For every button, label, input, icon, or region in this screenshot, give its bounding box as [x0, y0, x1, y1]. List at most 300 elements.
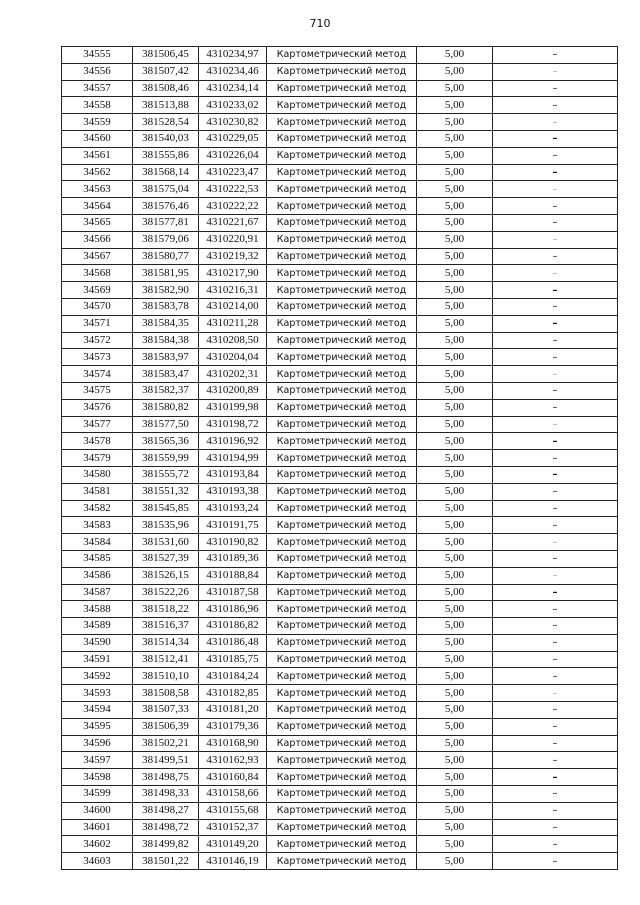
note-cell: – — [493, 718, 618, 735]
note-cell: – — [493, 567, 618, 584]
table-row — [62, 685, 618, 702]
point-number-cell: 34579 — [62, 450, 133, 467]
note-cell: – — [493, 349, 618, 366]
table-row — [62, 819, 618, 836]
method-cell: Картометрический метод — [267, 399, 417, 416]
x-coordinate-cell: 381498,72 — [133, 819, 199, 836]
table-row — [62, 366, 618, 383]
x-coordinate-cell: 381498,27 — [133, 802, 199, 819]
error-cell: 5,00 — [417, 265, 493, 282]
point-number-cell: 34583 — [62, 517, 133, 534]
method-cell: Картометрический метод — [267, 601, 417, 618]
table-row — [62, 315, 618, 332]
method-cell: Картометрический метод — [267, 47, 417, 64]
method-cell: Картометрический метод — [267, 567, 417, 584]
x-coordinate-cell: 381508,58 — [133, 685, 199, 702]
table-row — [62, 702, 618, 719]
method-cell: Картометрический метод — [267, 416, 417, 433]
error-cell: 5,00 — [417, 47, 493, 64]
x-coordinate-cell: 381498,33 — [133, 786, 199, 803]
method-cell: Картометрический метод — [267, 382, 417, 399]
table-row — [62, 114, 618, 131]
table-row — [62, 802, 618, 819]
y-coordinate-cell: 4310234,14 — [199, 80, 267, 97]
x-coordinate-cell: 381545,85 — [133, 500, 199, 517]
table-row — [62, 634, 618, 651]
method-cell: Картометрический метод — [267, 433, 417, 450]
error-cell: 5,00 — [417, 718, 493, 735]
method-cell: Картометрический метод — [267, 231, 417, 248]
error-cell: 5,00 — [417, 164, 493, 181]
table-row — [62, 231, 618, 248]
point-number-cell: 34578 — [62, 433, 133, 450]
table-row — [62, 298, 618, 315]
error-cell: 5,00 — [417, 214, 493, 231]
note-cell: – — [493, 668, 618, 685]
x-coordinate-cell: 381507,42 — [133, 63, 199, 80]
y-coordinate-cell: 4310185,75 — [199, 651, 267, 668]
error-cell: 5,00 — [417, 634, 493, 651]
note-cell: – — [493, 298, 618, 315]
y-coordinate-cell: 4310168,90 — [199, 735, 267, 752]
note-cell: – — [493, 97, 618, 114]
point-number-cell: 34558 — [62, 97, 133, 114]
note-cell: – — [493, 366, 618, 383]
table-row — [62, 181, 618, 198]
x-coordinate-cell: 381506,39 — [133, 718, 199, 735]
point-number-cell: 34576 — [62, 399, 133, 416]
error-cell: 5,00 — [417, 63, 493, 80]
method-cell: Картометрический метод — [267, 550, 417, 567]
note-cell: – — [493, 231, 618, 248]
error-cell: 5,00 — [417, 315, 493, 332]
y-coordinate-cell: 4310199,98 — [199, 399, 267, 416]
note-cell: – — [493, 685, 618, 702]
method-cell: Картометрический метод — [267, 130, 417, 147]
note-cell: – — [493, 130, 618, 147]
table-row — [62, 248, 618, 265]
y-coordinate-cell: 4310223,47 — [199, 164, 267, 181]
point-number-cell: 34566 — [62, 231, 133, 248]
table-row — [62, 853, 618, 870]
error-cell: 5,00 — [417, 248, 493, 265]
x-coordinate-cell: 381555,86 — [133, 147, 199, 164]
note-cell: – — [493, 517, 618, 534]
y-coordinate-cell: 4310221,67 — [199, 214, 267, 231]
point-number-cell: 34600 — [62, 802, 133, 819]
x-coordinate-cell: 381535,96 — [133, 517, 199, 534]
x-coordinate-cell: 381577,81 — [133, 214, 199, 231]
error-cell: 5,00 — [417, 97, 493, 114]
point-number-cell: 34595 — [62, 718, 133, 735]
y-coordinate-cell: 4310152,37 — [199, 819, 267, 836]
point-number-cell: 34575 — [62, 382, 133, 399]
x-coordinate-cell: 381499,51 — [133, 752, 199, 769]
table-row — [62, 416, 618, 433]
point-number-cell: 34567 — [62, 248, 133, 265]
x-coordinate-cell: 381501,22 — [133, 853, 199, 870]
table-row — [62, 550, 618, 567]
error-cell: 5,00 — [417, 685, 493, 702]
note-cell: – — [493, 836, 618, 853]
point-number-cell: 34565 — [62, 214, 133, 231]
point-number-cell: 34601 — [62, 819, 133, 836]
point-number-cell: 34603 — [62, 853, 133, 870]
point-number-cell: 34574 — [62, 366, 133, 383]
point-number-cell: 34588 — [62, 601, 133, 618]
note-cell: – — [493, 382, 618, 399]
note-cell: – — [493, 651, 618, 668]
point-number-cell: 34557 — [62, 80, 133, 97]
x-coordinate-cell: 381507,33 — [133, 702, 199, 719]
y-coordinate-cell: 4310234,46 — [199, 63, 267, 80]
x-coordinate-cell: 381565,36 — [133, 433, 199, 450]
note-cell: – — [493, 769, 618, 786]
method-cell: Картометрический метод — [267, 786, 417, 803]
note-cell: – — [493, 584, 618, 601]
error-cell: 5,00 — [417, 836, 493, 853]
x-coordinate-cell: 381551,32 — [133, 483, 199, 500]
y-coordinate-cell: 4310220,91 — [199, 231, 267, 248]
y-coordinate-cell: 4310193,84 — [199, 466, 267, 483]
y-coordinate-cell: 4310190,82 — [199, 534, 267, 551]
table-row — [62, 265, 618, 282]
y-coordinate-cell: 4310188,84 — [199, 567, 267, 584]
method-cell: Картометрический метод — [267, 315, 417, 332]
table-row — [62, 466, 618, 483]
x-coordinate-cell: 381583,97 — [133, 349, 199, 366]
note-cell: – — [493, 634, 618, 651]
error-cell: 5,00 — [417, 819, 493, 836]
method-cell: Картометрический метод — [267, 282, 417, 299]
point-number-cell: 34587 — [62, 584, 133, 601]
error-cell: 5,00 — [417, 332, 493, 349]
note-cell: – — [493, 735, 618, 752]
table-row — [62, 500, 618, 517]
method-cell: Картометрический метод — [267, 534, 417, 551]
method-cell: Картометрический метод — [267, 349, 417, 366]
x-coordinate-cell: 381584,38 — [133, 332, 199, 349]
point-number-cell: 34592 — [62, 668, 133, 685]
y-coordinate-cell: 4310158,66 — [199, 786, 267, 803]
table-row — [62, 450, 618, 467]
error-cell: 5,00 — [417, 601, 493, 618]
point-number-cell: 34596 — [62, 735, 133, 752]
table-row — [62, 80, 618, 97]
table-row — [62, 47, 618, 64]
y-coordinate-cell: 4310217,90 — [199, 265, 267, 282]
x-coordinate-cell: 381568,14 — [133, 164, 199, 181]
error-cell: 5,00 — [417, 181, 493, 198]
error-cell: 5,00 — [417, 147, 493, 164]
error-cell: 5,00 — [417, 416, 493, 433]
table-row — [62, 332, 618, 349]
x-coordinate-cell: 381526,15 — [133, 567, 199, 584]
x-coordinate-cell: 381528,54 — [133, 114, 199, 131]
method-cell: Картометрический метод — [267, 517, 417, 534]
note-cell: – — [493, 198, 618, 215]
method-cell: Картометрический метод — [267, 214, 417, 231]
point-number-cell: 34564 — [62, 198, 133, 215]
note-cell: – — [493, 534, 618, 551]
note-cell: – — [493, 147, 618, 164]
coordinates-table-body — [62, 47, 618, 870]
y-coordinate-cell: 4310146,19 — [199, 853, 267, 870]
note-cell: – — [493, 265, 618, 282]
error-cell: 5,00 — [417, 752, 493, 769]
x-coordinate-cell: 381579,06 — [133, 231, 199, 248]
method-cell: Картометрический метод — [267, 265, 417, 282]
note-cell: – — [493, 853, 618, 870]
note-cell: – — [493, 702, 618, 719]
error-cell: 5,00 — [417, 349, 493, 366]
y-coordinate-cell: 4310194,99 — [199, 450, 267, 467]
table-row — [62, 786, 618, 803]
method-cell: Картометрический метод — [267, 651, 417, 668]
x-coordinate-cell: 381583,47 — [133, 366, 199, 383]
method-cell: Картометрический метод — [267, 618, 417, 635]
table-row — [62, 433, 618, 450]
y-coordinate-cell: 4310230,82 — [199, 114, 267, 131]
method-cell: Картометрический метод — [267, 181, 417, 198]
method-cell: Картометрический метод — [267, 147, 417, 164]
table-row — [62, 164, 618, 181]
point-number-cell: 34577 — [62, 416, 133, 433]
point-number-cell: 34573 — [62, 349, 133, 366]
point-number-cell: 34593 — [62, 685, 133, 702]
y-coordinate-cell: 4310204,04 — [199, 349, 267, 366]
point-number-cell: 34569 — [62, 282, 133, 299]
method-cell: Картометрический метод — [267, 702, 417, 719]
y-coordinate-cell: 4310222,22 — [199, 198, 267, 215]
method-cell: Картометрический метод — [267, 668, 417, 685]
y-coordinate-cell: 4310186,48 — [199, 634, 267, 651]
point-number-cell: 34560 — [62, 130, 133, 147]
method-cell: Картометрический метод — [267, 198, 417, 215]
y-coordinate-cell: 4310186,96 — [199, 601, 267, 618]
table-row — [62, 735, 618, 752]
table-row — [62, 618, 618, 635]
point-number-cell: 34582 — [62, 500, 133, 517]
x-coordinate-cell: 381499,82 — [133, 836, 199, 853]
method-cell: Картометрический метод — [267, 685, 417, 702]
method-cell: Картометрический метод — [267, 450, 417, 467]
x-coordinate-cell: 381576,46 — [133, 198, 199, 215]
x-coordinate-cell: 381531,60 — [133, 534, 199, 551]
x-coordinate-cell: 381584,35 — [133, 315, 199, 332]
method-cell: Картометрический метод — [267, 97, 417, 114]
y-coordinate-cell: 4310149,20 — [199, 836, 267, 853]
x-coordinate-cell: 381540,03 — [133, 130, 199, 147]
point-number-cell: 34571 — [62, 315, 133, 332]
y-coordinate-cell: 4310226,04 — [199, 147, 267, 164]
x-coordinate-cell: 381527,39 — [133, 550, 199, 567]
note-cell: – — [493, 483, 618, 500]
y-coordinate-cell: 4310182,85 — [199, 685, 267, 702]
error-cell: 5,00 — [417, 366, 493, 383]
y-coordinate-cell: 4310160,84 — [199, 769, 267, 786]
error-cell: 5,00 — [417, 550, 493, 567]
error-cell: 5,00 — [417, 80, 493, 97]
method-cell: Картометрический метод — [267, 735, 417, 752]
x-coordinate-cell: 381506,45 — [133, 47, 199, 64]
x-coordinate-cell: 381580,77 — [133, 248, 199, 265]
table-row — [62, 399, 618, 416]
method-cell: Картометрический метод — [267, 248, 417, 265]
table-row — [62, 198, 618, 215]
note-cell: – — [493, 466, 618, 483]
point-number-cell: 34568 — [62, 265, 133, 282]
note-cell: – — [493, 802, 618, 819]
y-coordinate-cell: 4310219,32 — [199, 248, 267, 265]
note-cell: – — [493, 752, 618, 769]
note-cell: – — [493, 618, 618, 635]
error-cell: 5,00 — [417, 282, 493, 299]
note-cell: – — [493, 416, 618, 433]
point-number-cell: 34562 — [62, 164, 133, 181]
note-cell: – — [493, 164, 618, 181]
y-coordinate-cell: 4310184,24 — [199, 668, 267, 685]
method-cell: Картометрический метод — [267, 634, 417, 651]
method-cell: Картометрический метод — [267, 114, 417, 131]
point-number-cell: 34585 — [62, 550, 133, 567]
note-cell: – — [493, 550, 618, 567]
method-cell: Картометрический метод — [267, 718, 417, 735]
y-coordinate-cell: 4310189,36 — [199, 550, 267, 567]
x-coordinate-cell: 381522,26 — [133, 584, 199, 601]
y-coordinate-cell: 4310200,89 — [199, 382, 267, 399]
method-cell: Картометрический метод — [267, 769, 417, 786]
y-coordinate-cell: 4310214,00 — [199, 298, 267, 315]
y-coordinate-cell: 4310155,68 — [199, 802, 267, 819]
point-number-cell: 34561 — [62, 147, 133, 164]
x-coordinate-cell: 381575,04 — [133, 181, 199, 198]
error-cell: 5,00 — [417, 517, 493, 534]
y-coordinate-cell: 4310193,24 — [199, 500, 267, 517]
error-cell: 5,00 — [417, 231, 493, 248]
point-number-cell: 34563 — [62, 181, 133, 198]
method-cell: Картометрический метод — [267, 63, 417, 80]
point-number-cell: 34598 — [62, 769, 133, 786]
note-cell: – — [493, 80, 618, 97]
note-cell: – — [493, 315, 618, 332]
error-cell: 5,00 — [417, 130, 493, 147]
note-cell: – — [493, 282, 618, 299]
note-cell: – — [493, 433, 618, 450]
point-number-cell: 34556 — [62, 63, 133, 80]
point-number-cell: 34570 — [62, 298, 133, 315]
error-cell: 5,00 — [417, 702, 493, 719]
error-cell: 5,00 — [417, 584, 493, 601]
x-coordinate-cell: 381580,82 — [133, 399, 199, 416]
y-coordinate-cell: 4310216,31 — [199, 282, 267, 299]
error-cell: 5,00 — [417, 567, 493, 584]
x-coordinate-cell: 381559,99 — [133, 450, 199, 467]
y-coordinate-cell: 4310193,38 — [199, 483, 267, 500]
y-coordinate-cell: 4310211,28 — [199, 315, 267, 332]
point-number-cell: 34594 — [62, 702, 133, 719]
method-cell: Картометрический метод — [267, 332, 417, 349]
method-cell: Картометрический метод — [267, 164, 417, 181]
y-coordinate-cell: 4310196,92 — [199, 433, 267, 450]
x-coordinate-cell: 381516,37 — [133, 618, 199, 635]
note-cell: – — [493, 214, 618, 231]
y-coordinate-cell: 4310202,31 — [199, 366, 267, 383]
note-cell: – — [493, 500, 618, 517]
point-number-cell: 34572 — [62, 332, 133, 349]
error-cell: 5,00 — [417, 466, 493, 483]
note-cell: – — [493, 601, 618, 618]
table-row — [62, 668, 618, 685]
error-cell: 5,00 — [417, 483, 493, 500]
method-cell: Картометрический метод — [267, 819, 417, 836]
method-cell: Картометрический метод — [267, 298, 417, 315]
note-cell: – — [493, 63, 618, 80]
method-cell: Картометрический метод — [267, 752, 417, 769]
table-row — [62, 63, 618, 80]
table-row — [62, 282, 618, 299]
page-number: 710 — [309, 17, 331, 30]
table-row — [62, 382, 618, 399]
x-coordinate-cell: 381555,72 — [133, 466, 199, 483]
method-cell: Картометрический метод — [267, 584, 417, 601]
coordinates-table — [61, 46, 618, 870]
table-row — [62, 718, 618, 735]
note-cell: – — [493, 332, 618, 349]
method-cell: Картометрический метод — [267, 366, 417, 383]
x-coordinate-cell: 381513,88 — [133, 97, 199, 114]
x-coordinate-cell: 381583,78 — [133, 298, 199, 315]
x-coordinate-cell: 381498,75 — [133, 769, 199, 786]
table-row — [62, 349, 618, 366]
table-row — [62, 752, 618, 769]
note-cell: – — [493, 399, 618, 416]
point-number-cell: 34597 — [62, 752, 133, 769]
error-cell: 5,00 — [417, 433, 493, 450]
x-coordinate-cell: 381582,90 — [133, 282, 199, 299]
error-cell: 5,00 — [417, 534, 493, 551]
error-cell: 5,00 — [417, 198, 493, 215]
table-row — [62, 147, 618, 164]
note-cell: – — [493, 786, 618, 803]
method-cell: Картометрический метод — [267, 500, 417, 517]
x-coordinate-cell: 381510,10 — [133, 668, 199, 685]
method-cell: Картометрический метод — [267, 466, 417, 483]
y-coordinate-cell: 4310181,20 — [199, 702, 267, 719]
error-cell: 5,00 — [417, 114, 493, 131]
table-row — [62, 584, 618, 601]
table-row — [62, 651, 618, 668]
method-cell: Картометрический метод — [267, 836, 417, 853]
x-coordinate-cell: 381577,50 — [133, 416, 199, 433]
note-cell: – — [493, 114, 618, 131]
x-coordinate-cell: 381512,41 — [133, 651, 199, 668]
error-cell: 5,00 — [417, 735, 493, 752]
y-coordinate-cell: 4310191,75 — [199, 517, 267, 534]
point-number-cell: 34581 — [62, 483, 133, 500]
note-cell: – — [493, 248, 618, 265]
y-coordinate-cell: 4310233,02 — [199, 97, 267, 114]
x-coordinate-cell: 381518,22 — [133, 601, 199, 618]
table-row — [62, 517, 618, 534]
error-cell: 5,00 — [417, 786, 493, 803]
x-coordinate-cell: 381502,21 — [133, 735, 199, 752]
point-number-cell: 34586 — [62, 567, 133, 584]
y-coordinate-cell: 4310229,05 — [199, 130, 267, 147]
method-cell: Картометрический метод — [267, 802, 417, 819]
point-number-cell: 34602 — [62, 836, 133, 853]
error-cell: 5,00 — [417, 382, 493, 399]
